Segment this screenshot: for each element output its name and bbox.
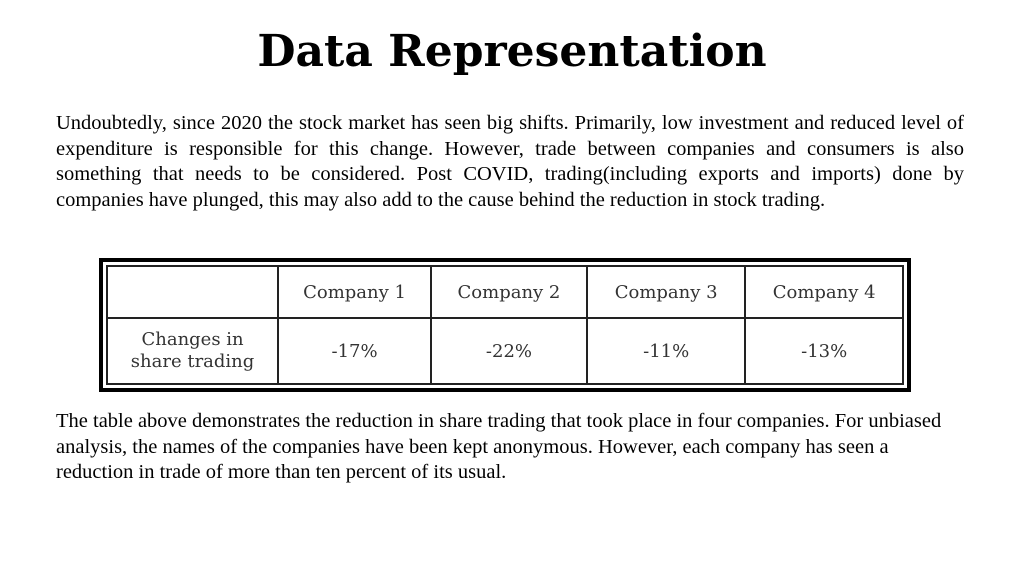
closing-paragraph: The table above demonstrates the reduction in share trading that took place in four companies. For unbiased analysis, the names of the companies have been kept anonymous. However, each company has seen a reduction in trade of more than ten percent of its usual. bbox=[56, 410, 942, 483]
slide-title: Data Representation bbox=[257, 26, 767, 77]
value-company-1: -17% bbox=[278, 318, 431, 384]
table-header-row bbox=[107, 266, 903, 318]
value-company-3: -11% bbox=[587, 318, 745, 384]
row-label-line-1: Changes in bbox=[141, 329, 244, 350]
value-company-4: -13% bbox=[745, 318, 903, 384]
table-row bbox=[107, 318, 903, 384]
intro-paragraph: Undoubtedly, since 2020 the stock market has seen big shifts. Primarily, low investment and reduced level of expenditure is responsible for this change. However, trade between companies and consumers is also something that needs to be considered. Post COVID, trading(including exports and imports) done by companies have plunged, this may also add to the cause behind the reduction in stock trading. bbox=[56, 112, 964, 211]
share-trading-table bbox=[106, 265, 904, 385]
row-label-line-2: share trading bbox=[130, 351, 255, 372]
column-header-company-1: Company 1 bbox=[278, 266, 431, 318]
row-label-changes-in-share-trading bbox=[107, 318, 278, 384]
share-trading-table-frame bbox=[99, 258, 911, 392]
table-corner-cell bbox=[107, 266, 278, 318]
column-header-company-2: Company 2 bbox=[431, 266, 587, 318]
value-company-2: -22% bbox=[431, 318, 587, 384]
column-header-company-3: Company 3 bbox=[587, 266, 745, 318]
column-header-company-4: Company 4 bbox=[745, 266, 903, 318]
